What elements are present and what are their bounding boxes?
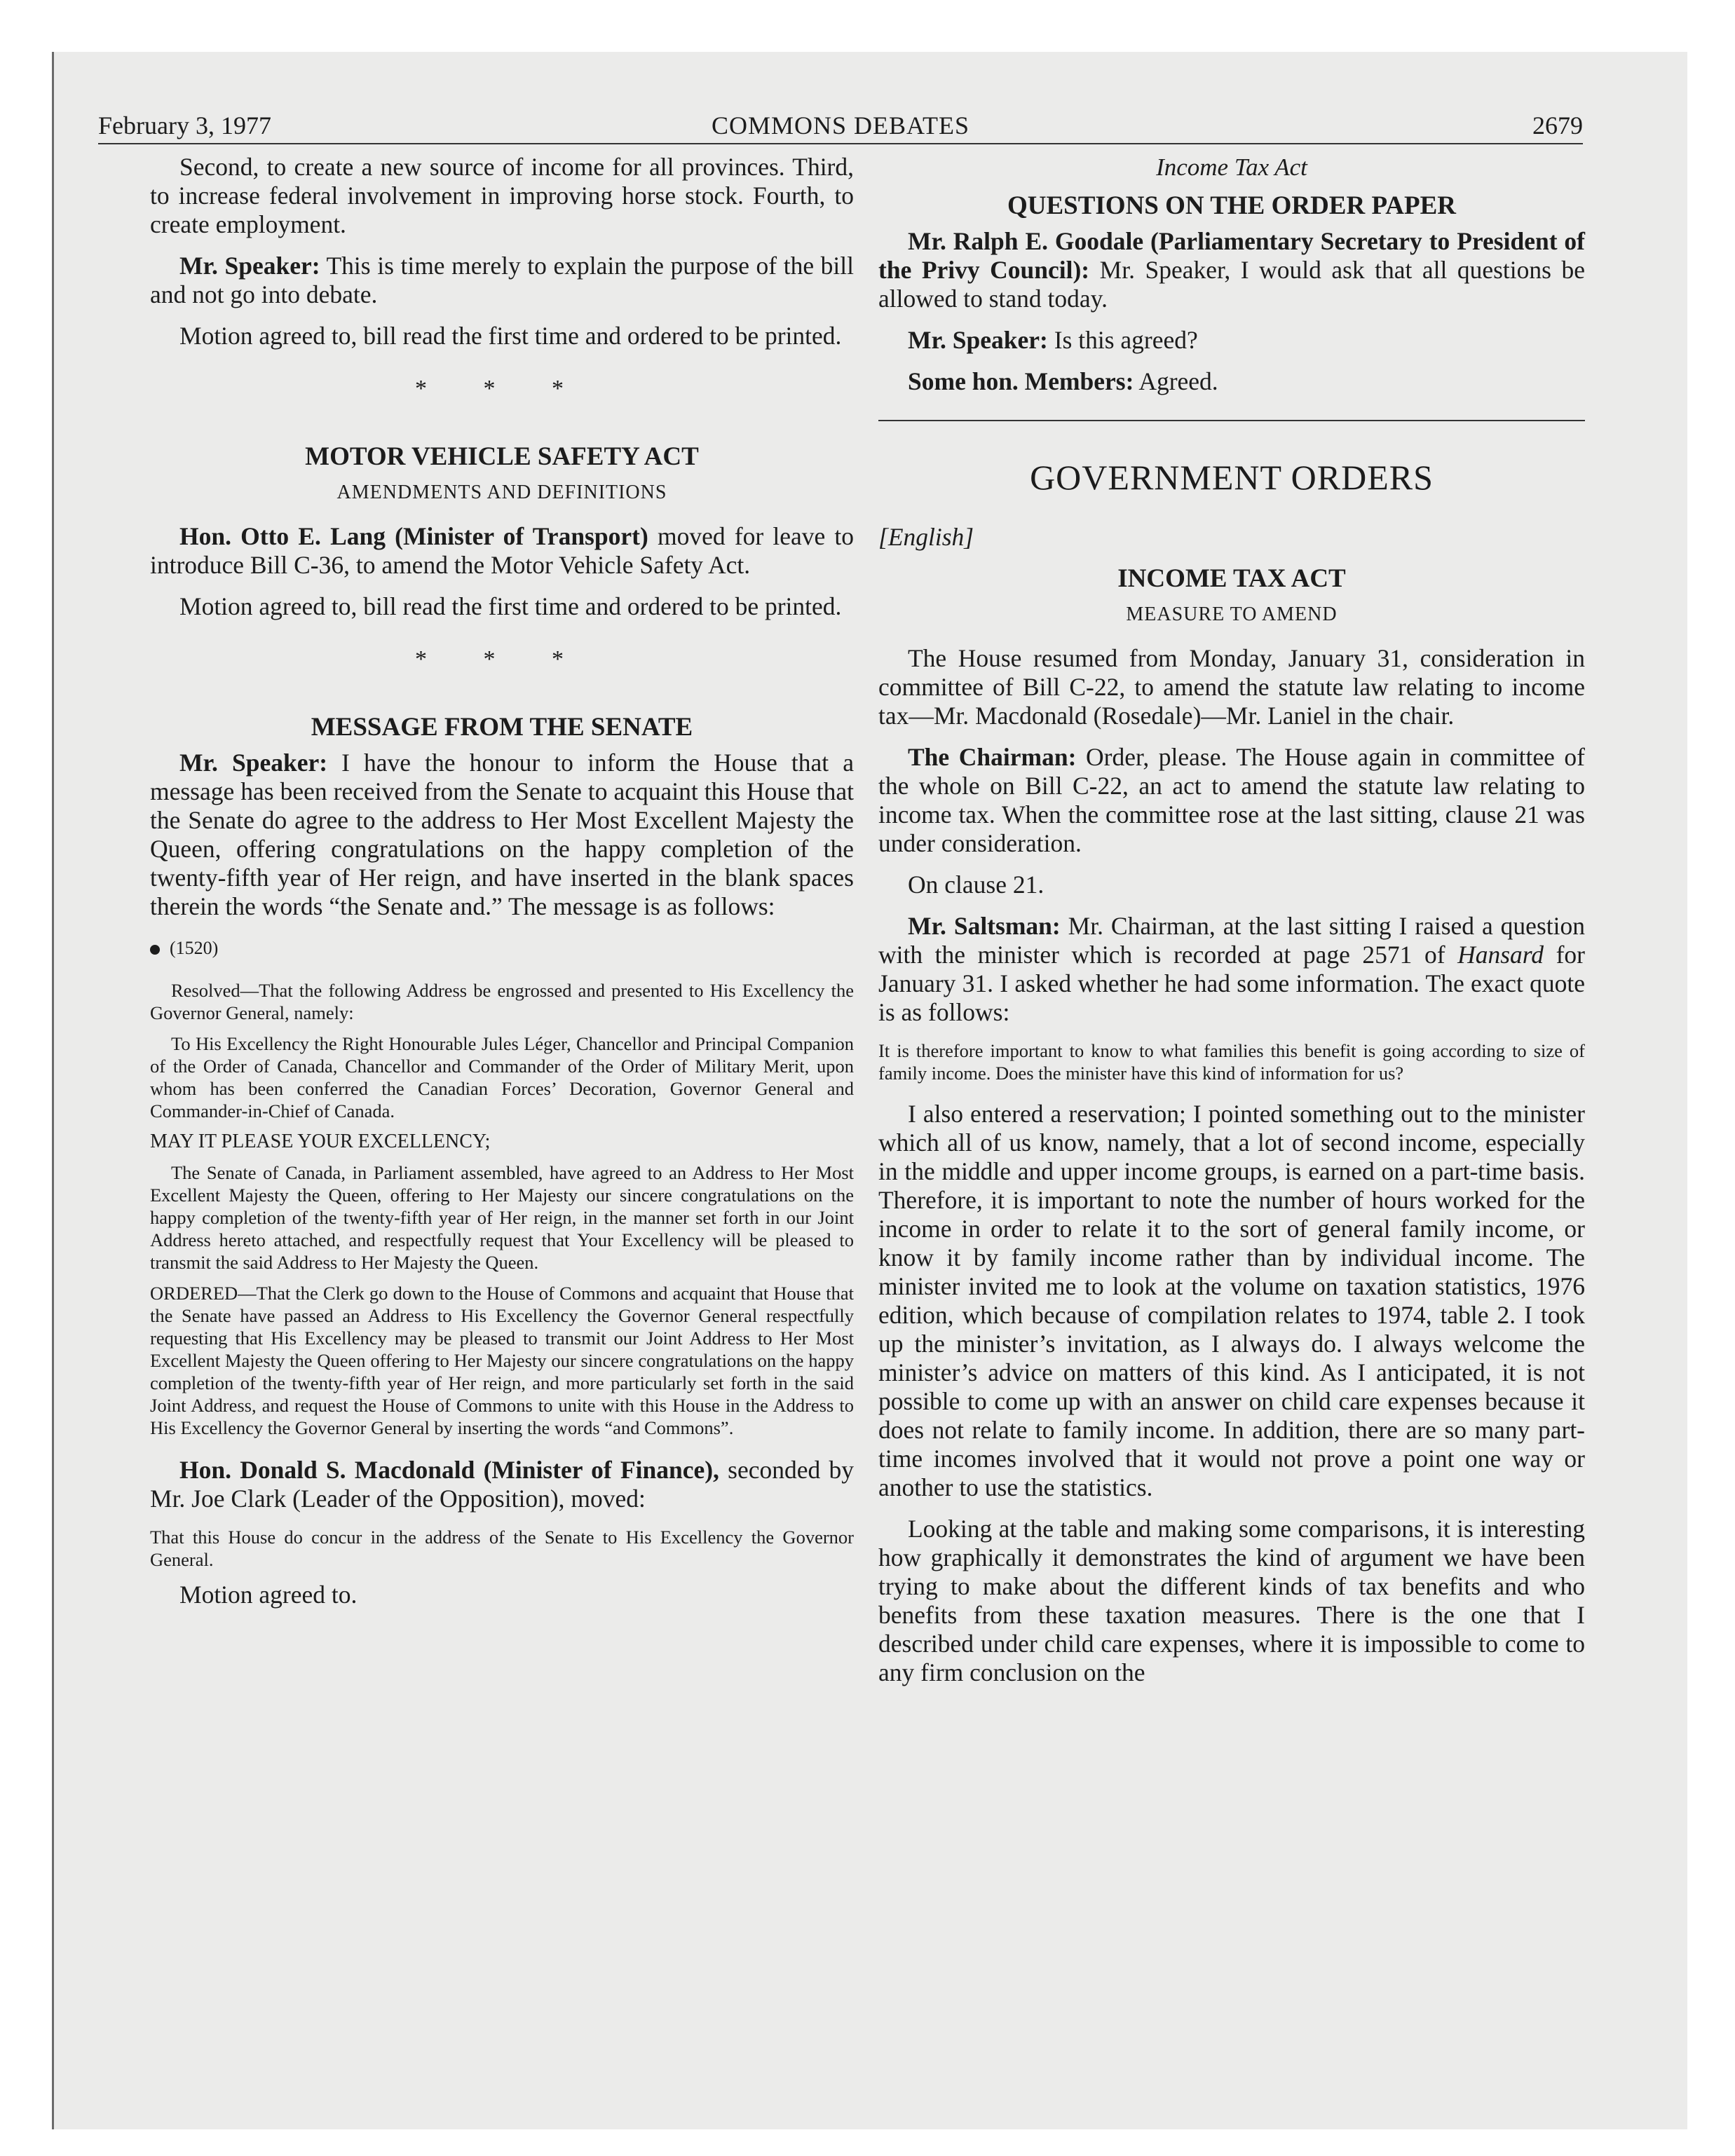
speaker-name: Some hon. Members: bbox=[908, 367, 1134, 395]
section-heading: INCOME TAX ACT bbox=[1117, 564, 1346, 593]
right-column bbox=[878, 153, 1585, 1700]
paragraph: Mr. Speaker: I have the honour to inform the House that a message has been received from the Senate to acquaint this House that the Senate do agree to the address to Her Most Excellent Majesty the Queen, offering congratulations on the happy completion of the twenty-fifth year of Her reign, and have inserted in the blank spaces therein the words “the Senate and.” The message is as follows: bbox=[150, 749, 855, 920]
left-column bbox=[150, 153, 854, 1622]
paragraph: Mr. Ralph E. Goodale (Parliamentary Secretary to President of the Privy Council): Mr. Speaker, I would ask that all questions be allowed to stand today. bbox=[878, 227, 1585, 313]
quoted-text: ORDERED—That the Clerk go down to the House of Commons and acquaint that House that the Senate have passed an Address to His Excellency the Governor General respectfully requesting that His Excellency may be pleased to transmit our Joint Address to Her Most Excellent Majesty the Queen offering to Her Majesty our sincere congratulations on the happy completion of the twenty-fifth year of Her reign, and more particularly set forth in the said Joint Address, and request the House of Commons to unite with this House in the Address to His Excellency the Governor General by inserting the words “and Commons”. bbox=[150, 1283, 854, 1438]
quoted-text: Resolved—That the following Address be engrossed and presented to His Excellency the Governor General, namely: bbox=[150, 980, 854, 1023]
quoted-text: To His Excellency the Right Honourable Jules Léger, Chancellor and Principal Companion of the Order of Canada, Chancellor and Commander of the Order of Military Merit, upon whom has been conferred the Canadian Forces’ Decoration, Governor General and Commander-in-Chief of Canada. bbox=[150, 1033, 854, 1121]
section-heading: MESSAGE FROM THE SENATE bbox=[311, 713, 693, 742]
section-subheading: MEASURE TO AMEND bbox=[1126, 603, 1338, 625]
paragraph: Looking at the table and making some comparisons, it is interesting how graphically it demonstrates the kind of argument we have been trying to make about the different kinds of tax benefits and who benefits from these taxation measures. There is the one that I described under child care expenses, where it is impossible to come to any firm conclusion on the bbox=[878, 1515, 1585, 1686]
page-header bbox=[98, 105, 1583, 144]
paragraph: Hon. Donald S. Macdonald (Minister of Finance), seconded by Mr. Joe Clark (Leader of the Opposition), moved: bbox=[150, 1456, 854, 1513]
paragraph: Motion agreed to, bill read the first time and ordered to be printed. bbox=[179, 322, 842, 350]
section-separator: * * * bbox=[415, 646, 589, 672]
paragraph: Some hon. Members: Agreed. bbox=[908, 367, 1218, 395]
language-marker: [English] bbox=[878, 523, 974, 551]
running-title: Income Tax Act bbox=[1156, 153, 1307, 181]
paragraph: I also entered a reservation; I pointed something out to the minister which all of us know, namely, that a lot of second income, especially in the middle and upper income groups, is earned on a part-time basis. Therefore, it is important to note the number of hours worked for the income in order to relate it to the sort of general family income, or know it by family income rather than by individual income. The minister invited me to look at the volume on taxation statistics, 1976 edition, which because of compilation relates to 1974, table 2. I took up the minister’s invitation, as I always do. I always welcome the minister’s advice on matters of this kind. As I anticipated, it is not possible to come up with an answer on child care expenses because it does not relate to family income. In addition, there are so many part-time incomes involved that it would not prove a point one way or another to use the statistics. bbox=[878, 1100, 1585, 1501]
timestamp: (1520) bbox=[150, 934, 854, 962]
speaker-name: Mr. Saltsman: bbox=[908, 912, 1061, 940]
part-heading: GOVERNMENT ORDERS bbox=[1030, 458, 1434, 497]
paragraph: Mr. Speaker: Is this agreed? bbox=[908, 326, 1198, 354]
section-heading: QUESTIONS ON THE ORDER PAPER bbox=[1007, 191, 1457, 220]
quoted-text: The Senate of Canada, in Parliament assembled, have agreed to an Address to Her Most Excellent Majesty the Queen, offering to Her Majesty our sincere congratulations on the happy completion of the twenty-fifth year of Her reign, in the manner set forth in our Joint Address hereto attached, and respectfully request that Your Excellency will be pleased to transmit the said Address to Her Majesty the Queen. bbox=[150, 1162, 854, 1273]
paragraph: The House resumed from Monday, January 31, consideration in committee of Bill C-22, to amend the statute law relating to income tax—Mr. Macdonald (Rosedale)—Mr. Laniel in the chair. bbox=[878, 644, 1585, 730]
paragraph: Mr. Saltsman: Mr. Chairman, at the last sitting I raised a question with the minister which is recorded at page 2571 of Hansard for January 31. I asked whether he had some information. The exact quote is as follows: bbox=[878, 912, 1585, 1026]
speaker-name: Mr. Speaker: bbox=[179, 749, 328, 777]
section-separator: * * * bbox=[415, 376, 589, 402]
paragraph: On clause 21. bbox=[908, 871, 1045, 899]
paragraph: The Chairman: Order, please. The House again in committee of the whole on Bill C-22, an act to amend the statute law relating to income tax. When the committee rose at the last sitting, clause 21 was under consideration. bbox=[878, 743, 1585, 857]
section-heading: MOTOR VEHICLE SAFETY ACT bbox=[305, 442, 699, 471]
speaker-name: The Chairman: bbox=[908, 743, 1077, 771]
quoted-text: That this House do concur in the address of the Senate to His Excellency the Governor General. bbox=[150, 1527, 854, 1570]
speaker-name: Mr. Ralph E. Goodale (Parliamentary Secretary to President of the Privy Council): bbox=[878, 227, 1585, 284]
speaker-name: Mr. Speaker: bbox=[908, 326, 1048, 354]
header-date: February 3, 1977 bbox=[98, 111, 271, 139]
paragraph: Motion agreed to. bbox=[179, 1581, 358, 1609]
paragraph: Motion agreed to, bill read the first time and ordered to be printed. bbox=[179, 592, 842, 620]
speaker-name: Mr. Speaker: bbox=[179, 252, 320, 280]
quoted-text: MAY IT PLEASE YOUR EXCELLENCY; bbox=[150, 1131, 491, 1152]
section-subheading: AMENDMENTS AND DEFINITIONS bbox=[336, 482, 667, 503]
speaker-name: Hon. Otto E. Lang (Minister of Transport) bbox=[179, 522, 648, 550]
header-page-number: 2679 bbox=[1532, 111, 1583, 139]
bullet-icon bbox=[150, 945, 160, 955]
section-divider bbox=[878, 420, 1585, 421]
paragraph: Mr. Speaker: This is time merely to explain the purpose of the bill and not go into debate. bbox=[150, 252, 855, 308]
quoted-text: It is therefore important to know to what families this benefit is going according to size of family income. Does the minister have this kind of information for us? bbox=[878, 1040, 1585, 1084]
paragraph: Second, to create a new source of income for all provinces. Third, to increase federal involvement in improving horse stock. Fourth, to create employment. bbox=[150, 153, 854, 238]
header-title: COMMONS DEBATES bbox=[711, 111, 970, 139]
paragraph: Hon. Otto E. Lang (Minister of Transport) moved for leave to introduce Bill C-36, to amend the Motor Vehicle Safety Act. bbox=[150, 522, 855, 579]
speaker-name: Hon. Donald S. Macdonald (Minister of Finance), bbox=[179, 1456, 719, 1484]
